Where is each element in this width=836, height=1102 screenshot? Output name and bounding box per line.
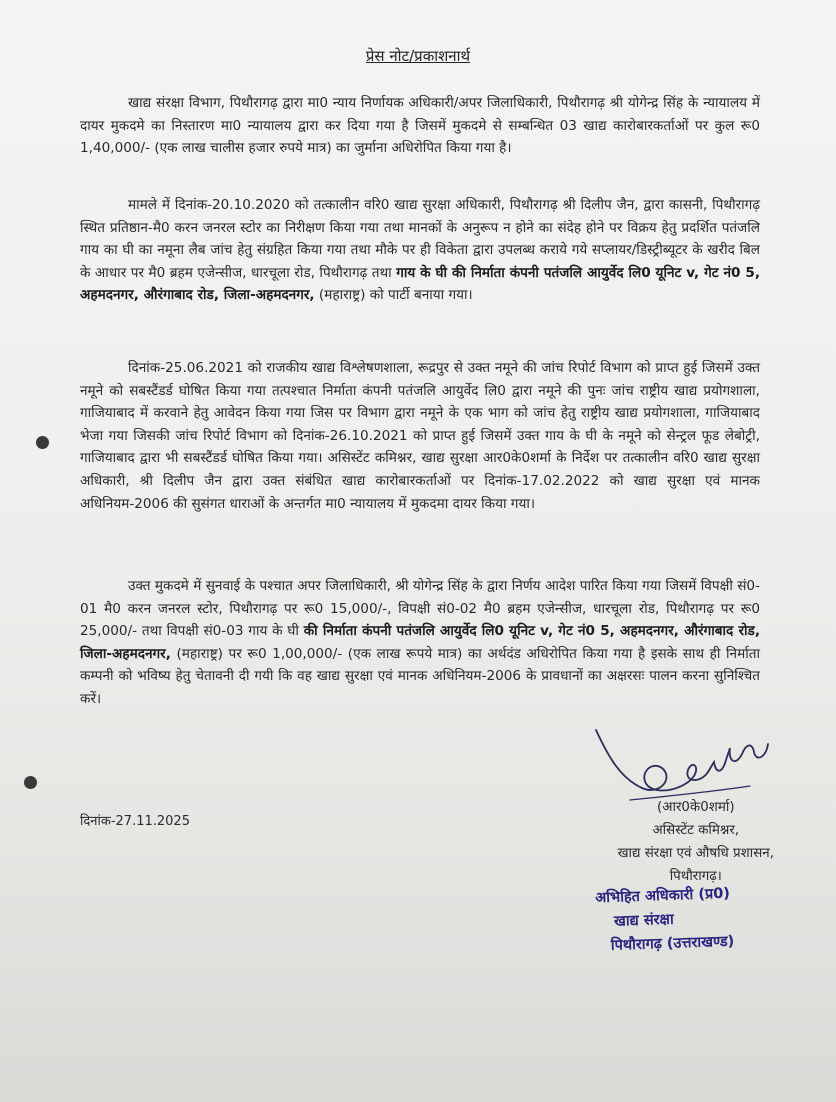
paragraph-3: दिनांक-25.06.2021 को राजकीय खाद्य विश्लेषणशाला, रूद्रपुर से उक्त नमूने की जांच रिपोर्ट विभाग को प्राप्त हुई जिसमें उक्त नमूने को सबस्टैंडर्ड घोषित किया गया तत्पश्चात निर्माता कंपनी पतंजलि आयुर्वेद लि0 द्वारा नमूने की पुनः जांच राष्ट्रीय खाद्य प्रयोगशाला, गाजियाबाद में करवाने हेतु आवेदन किया गया जिस पर विभाग द्वारा नमूने के एक भाग को जांच हेतु राष्ट्रीय खाद्य प्रयोगशाला, गाजियाबाद भेजा गया जिसकी जांच रिपोर्ट विभाग को दिनांक-26.10.2021 को प्राप्त हुई जिसमें उक्त गाय के घी के नमूने को सेन्ट्रल फूड लेबोट्री, गाजियाबाद द्वारा भी सबस्टैंडर्ड घोषित किया गया। असिस्टेंट कमिश्नर, खाद्य सुरक्षा आर0के0शर्मा के निर्देश पर तत्कालीन वरि0 खाद्य सुरक्षा अधिकारी, श्री दिलीप जैन द्वारा उक्त संबंधित खाद्य कारोबारकर्ताओं पर दिनांक-17.02.2022 को खाद्य सुरक्षा एवं मानक अधिनियम-2006 की सुसंगत धाराओं के अन्तर्गत मा0 न्यायालय में मुकदमा दायर किया गया। — [80, 360, 760, 512]
punch-hole-bottom — [24, 776, 37, 789]
document-date: दिनांक-27.11.2025 — [80, 814, 190, 829]
paragraph-1: खाद्य संरक्षा विभाग, पिथौरागढ़ द्वारा मा0 न्याय निर्णायक अधिकारी/अपर जिलाधिकारी, पिथौरागढ़ श्री योगेन्द्र सिंह के न्यायालय में दायर मुकदमे का निस्तारण मा0 न्यायालय द्वारा कर दिया गया है जिसमें मुकदमे से सम्बन्धित 03 खाद्य कारोबारकर्ताओं पर कुल रू0 1,40,000/- (एक लाख चालीस हजार रुपये मात्र) का जुर्माना अधिरोपित किया गया है। — [80, 95, 760, 157]
signatory-designation: असिस्टेंट कमिश्नर, — [652, 823, 740, 838]
signatory-place: पिथौरागढ़। — [669, 869, 722, 884]
signatory-name: (आर0के0शर्मा) — [657, 800, 735, 815]
paragraph-4-bold: की निर्माता कंपनी पतंजलि आयुर्वेद लि0 यूनिट v, गेट नं0 5, अहमदनगर, औरंगाबाद रोड, जिला-अहमदनगर, — [80, 623, 760, 662]
handwritten-signature — [590, 726, 780, 806]
page-title: प्रेस नोट/प्रकाशनार्थ — [365, 47, 471, 65]
paragraph-2-bold: गाय के घी की निर्माता कंपनी पतंजलि आयुर्वेद लि0 यूनिट v, गेट नं0 5, अहमदनगर, औरंगाबाद रोड, जिला-अहमदनगर, — [80, 264, 761, 304]
stamp-line-2: खाद्य संरक्षा — [613, 911, 674, 930]
stamp-line-1: अभिहित अधिकारी (प्र0) — [594, 885, 731, 907]
stamp-line-3: पिथौरागढ़ (उत्तराखण्ड) — [610, 933, 735, 954]
paragraph-2 — [80, 194, 760, 307]
signature-block — [618, 796, 774, 888]
paragraph-4-tail: (महाराष्ट्र) पर रू0 1,00,000/- (एक लाख रूपये मात्र) का अर्थदंड अधिरोपित किया गया है इसके साथ ही निर्माता कम्पनी को भविष्य हेतु चेतावनी दी गयी कि वह खाद्य सुरक्षा एवं मानक अधिनियम-2006 के प्रावधानों का अक्षरसः पालन करना सुनिश्चित करें। — [80, 645, 760, 707]
signatory-department: खाद्य संरक्षा एवं औषधि प्रशासन, — [617, 846, 774, 861]
paragraph-4-text: उक्त मुकदमे में सुनवाई के पश्चात अपर जिलाधिकारी, श्री योगेन्द्र सिंह के द्वारा निर्णय आदेश पारित किया गया जिसमें विपक्षी सं0-01 मै0 करन जनरल स्टोर, पिथौरागढ़ पर रू0 15,000/-, विपक्षी सं0-02 मै0 ब्रहम एजेन्सीज, धारचूला रोड, पिथौरागढ़ पर रू0 25,000/- तथा विपक्षी सं0-03 गाय के घी — [80, 578, 760, 640]
paragraph-4 — [80, 575, 760, 711]
paragraph-2-text: मामले में दिनांक-20.10.2020 को तत्कालीन वरि0 खाद्य सुरक्षा अधिकारी, पिथौरागढ़ श्री दिलीप जैन, द्वारा कासनी, पिथौरागढ़ स्थित प्रतिष्ठान-मै0 करन जनरल स्टोर का निरीक्षण किया गया तथा मानकों के अनुरूप न होने का संदेह होने पर विक्रय हेतु प्रदर्शित पतंजलि गाय का घी का नमूना लैब जांच हेतु संग्रहित किया गया तथा मौके पर ही विकेता द्वारा उपलब्ध कराये गये सप्लायर/डिस्ट्रीब्यूटर के खरीद बिल के आधार पर मै0 ब्रहम एजेन्सीज, धारचूला रोड, पिथौरागढ़ तथा — [80, 197, 760, 281]
punch-hole-top — [36, 436, 49, 449]
paragraph-2-tail: (महाराष्ट्र) को पार्टी बनाया गया। — [314, 287, 473, 304]
official-stamp — [595, 882, 735, 959]
